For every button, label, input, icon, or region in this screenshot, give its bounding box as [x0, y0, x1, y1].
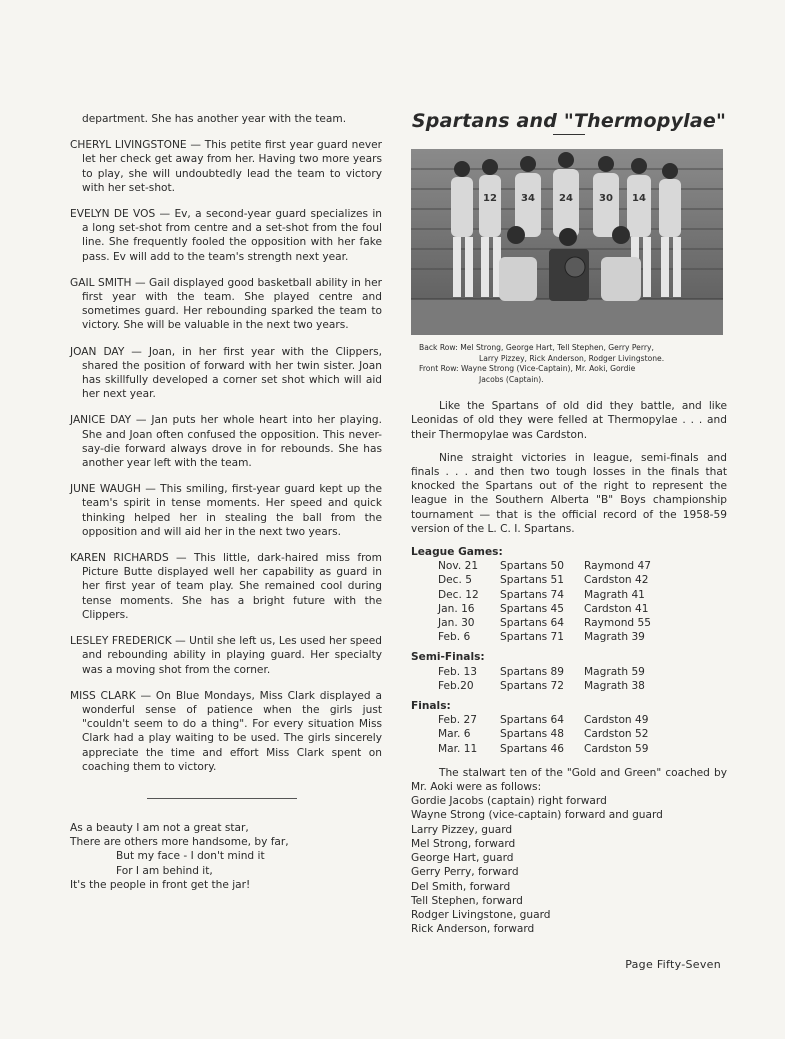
roster-intro: The stalwart ten of the "Gold and Green" coached by Mr. Aoki were as follows:: [411, 766, 727, 794]
player-entry: [70, 413, 382, 470]
roster-list: [411, 794, 727, 936]
player-entry: [70, 482, 382, 539]
team-photo-illustration: [411, 149, 723, 335]
opponent-score: Cardston 59: [584, 742, 649, 755]
player-entry-text: EVELYN DE VOS — Ev, a second-year guard specializes in a long set-shot from centre and a set-shot from the foul line. She frequently fooled the opposition with her fake pass. Ev will add to the team's strength next year.: [70, 208, 382, 263]
game-result-row: [438, 679, 727, 693]
game-result-row: [438, 559, 727, 573]
player-entry-text: KAREN RICHARDS — This little, dark-haired miss from Picture Butte displayed well her capability as guard in her first year of team play. She remained cool during tense moments. She has a bright future with the Clippers.: [70, 552, 382, 621]
league-games-heading: League Games:: [411, 546, 503, 559]
game-result-row: [438, 665, 727, 679]
photo-caption: [411, 343, 727, 385]
player-entry-text: JANICE DAY — Jan puts her whole heart into her playing. She and Joan often confused the opposition. This never-say-die forward always drove in for rebounds. She has another year left with the team.: [70, 414, 382, 470]
game-date: Dec. 12: [438, 588, 479, 601]
roster-entry: Mel Strong, forward: [411, 837, 516, 850]
roster-entry: Gerry Perry, forward: [411, 866, 519, 879]
spartans-score: Spartans 50: [500, 560, 565, 573]
game-result-row: [438, 616, 727, 630]
poem: [70, 821, 382, 892]
poem-line: For I am behind it,: [116, 864, 213, 877]
roster-entry: George Hart, guard: [411, 852, 514, 865]
roster-entry: Rick Anderson, forward: [411, 923, 535, 936]
section-divider: [147, 798, 297, 799]
caption-back-row: Mel Strong, George Hart, Tell Stephen, Gerry Perry,: [460, 343, 654, 353]
player-entry: [70, 276, 382, 333]
player-entry-text: MISS CLARK — On Blue Mondays, Miss Clark displayed a wonderful sense of patience when the girls just "couldn't seem to do a thing". For every situation Miss Clark had a play waiting to be used. The girls sincerely appreciate the time and effort Miss Clark spent on coaching them to victory.: [70, 689, 382, 773]
jersey-number: 30: [599, 193, 613, 205]
player-entry: [70, 345, 382, 402]
spartans-score: Spartans 64: [500, 617, 565, 630]
title-underline: [553, 134, 585, 135]
intro-paragraph: Like the Spartans of old did they battle, and like Leonidas of old they were felled at Thermopylae . . . and their Thermopylae was Cardston.: [411, 400, 727, 441]
caption-back-row-continued: Larry Pizzey, Rick Anderson, Rodger Livingstone.: [479, 353, 665, 363]
roster-entry: Del Smith, forward: [411, 880, 511, 893]
poem-line: But my face - I don't mind it: [116, 850, 265, 863]
jersey-number: 12: [483, 193, 497, 205]
spartans-score: Spartans 46: [500, 742, 565, 755]
game-result-row: [438, 588, 727, 602]
continuation-paragraph: department. She has another year with the team.: [82, 113, 347, 125]
game-date: Dec. 5: [438, 574, 472, 587]
opponent-score: Magrath 59: [584, 665, 645, 678]
game-date: Jan. 16: [438, 602, 475, 615]
game-date: Feb. 27: [438, 714, 477, 727]
jersey-number: 34: [521, 193, 535, 205]
spartans-score: Spartans 89: [500, 665, 565, 678]
opponent-score: Cardston 49: [584, 714, 649, 727]
roster-entry: Rodger Livingstone, guard: [411, 908, 551, 921]
opponent-score: Cardston 42: [584, 574, 649, 587]
game-result-row: [438, 713, 727, 727]
page-number: Page Fifty-Seven: [625, 958, 721, 971]
caption-front-row: Wayne Strong (Vice-Captain), Mr. Aoki, Gordie: [460, 364, 636, 374]
opponent-score: Raymond 47: [584, 560, 651, 573]
record-paragraph: Nine straight victories in league, semi-finals and finals . . . and then two tough losses in the finals that knocked the Spartans out of the right to represent the league in the Southern Alberta "B" Boys championship tournament — that is the official record of the 1958-59 version of the L. C. I. Spartans.: [411, 451, 727, 535]
player-entry-text: CHERYL LIVINGSTONE — This petite first year guard never let her check get away from her. Having two more years to play, she will undoubtedly lead the team to victory with her set-shot.: [70, 139, 382, 194]
team-photo: [411, 149, 723, 335]
poem-line: It's the people in front get the jar!: [70, 878, 251, 891]
spartans-score: Spartans 74: [500, 588, 565, 601]
caption-front-row-continued: Jacobs (Captain).: [479, 374, 544, 384]
caption-back-label: Back Row:: [419, 343, 458, 353]
game-date: Nov. 21: [438, 560, 479, 573]
opponent-score: Cardston 41: [584, 602, 649, 615]
player-entry: [70, 207, 382, 264]
opponent-score: Magrath 39: [584, 631, 645, 644]
spartans-score: Spartans 51: [500, 574, 565, 587]
game-date: Feb. 6: [438, 631, 471, 644]
roster-entry: Tell Stephen, forward: [411, 894, 523, 907]
game-date: Mar. 6: [438, 728, 471, 741]
game-result-row: [438, 573, 727, 587]
player-entry: [70, 634, 382, 677]
player-entry: [70, 689, 382, 774]
player-entry: [70, 551, 382, 622]
roster-entry: Gordie Jacobs (captain) right forward: [411, 795, 607, 808]
spartans-score: Spartans 64: [500, 714, 565, 727]
roster-entry: Larry Pizzey, guard: [411, 823, 513, 836]
player-entries: [70, 138, 382, 774]
game-date: Feb.20: [438, 679, 474, 692]
right-column: [411, 112, 727, 936]
opponent-score: Magrath 41: [584, 588, 645, 601]
jersey-number: 14: [632, 193, 646, 205]
spartans-score: Spartans 71: [500, 631, 565, 644]
opponent-score: Cardston 52: [584, 728, 649, 741]
game-date: Mar. 11: [438, 742, 478, 755]
game-date: Feb. 13: [438, 665, 477, 678]
game-result-row: [438, 727, 727, 741]
jersey-number: 24: [559, 193, 573, 205]
spartans-score: Spartans 45: [500, 602, 565, 615]
player-entry-text: LESLEY FREDERICK — Until she left us, Les used her speed and rebounding ability in playing guard. Her specialty was a moving shot from the corner.: [70, 635, 382, 676]
player-entry: [70, 138, 382, 195]
roster-entry: Wayne Strong (vice-captain) forward and guard: [411, 809, 663, 822]
article-title: Spartans and "Thermopylae": [411, 110, 727, 132]
player-entry-text: GAIL SMITH — Gail displayed good basketball ability in her first year with the team. She played centre and sometimes guard. Her rebounding sparked the team to victory. She will be valuable in the next two years.: [70, 276, 382, 332]
finals-list: [438, 713, 727, 756]
opponent-score: Magrath 38: [584, 679, 645, 692]
poem-line: As a beauty I am not a great star,: [70, 821, 249, 834]
caption-front-label: Front Row:: [419, 364, 459, 374]
game-result-row: [438, 630, 727, 644]
player-entry-text: JOAN DAY — Joan, in her first year with the Clippers, shared the position of forward with her twin sister. Joan has skillfully developed a corner set shot which will aid her next year.: [70, 345, 382, 401]
semi-finals-heading: Semi-Finals:: [411, 651, 485, 664]
game-result-row: [438, 742, 727, 756]
semi-finals-list: [438, 665, 727, 693]
game-result-row: [438, 602, 727, 616]
opponent-score: Raymond 55: [584, 617, 651, 630]
finals-heading: Finals:: [411, 700, 451, 713]
player-entry-text: JUNE WAUGH — This smiling, first-year guard kept up the team's spirit in tense moments. Her speed and quick thinking helped her in stealing the ball from the opposition and will aid her in the next two years.: [70, 483, 382, 538]
game-date: Jan. 30: [438, 617, 475, 630]
league-games-list: [438, 559, 727, 644]
spartans-score: Spartans 48: [500, 728, 565, 741]
spartans-score: Spartans 72: [500, 679, 565, 692]
poem-line: There are others more handsome, by far,: [70, 836, 289, 849]
left-column: [70, 112, 382, 892]
